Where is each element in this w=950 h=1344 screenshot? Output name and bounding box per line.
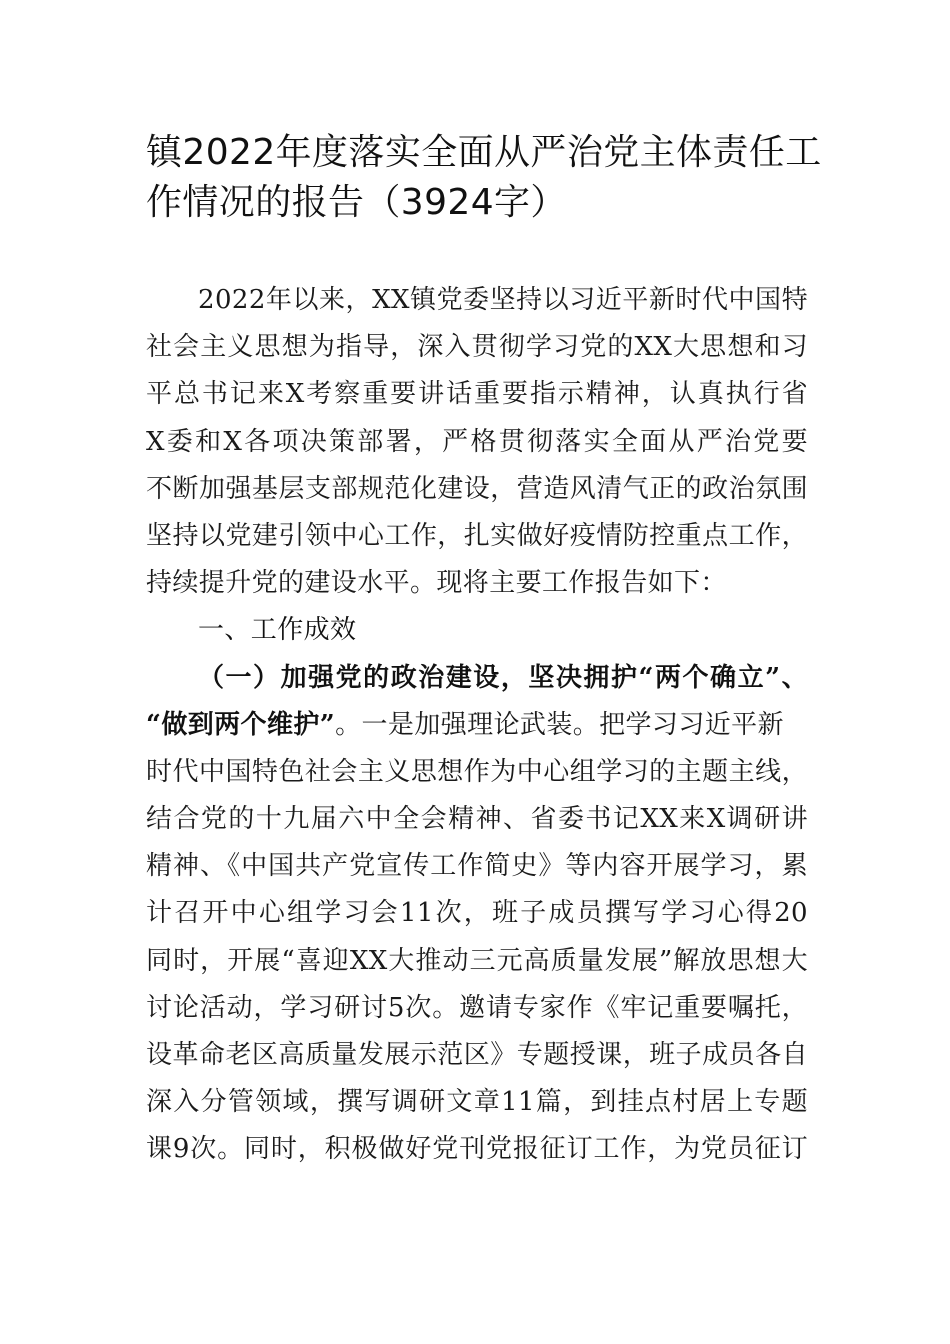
paragraph-line: 精神、《中国共产党宣传工作简史》等内容开展学习，累 [146, 851, 808, 882]
section-heading: 一、工作成效 [198, 615, 357, 646]
paragraph-line: 持续提升党的建设水平。现将主要工作报告如下： [146, 568, 727, 599]
paragraph-line: 深入分管领域，撰写调研文章11篇，到挂点村居上专题 [146, 1087, 808, 1118]
paragraph-line: 不断加强基层支部规范化建设，营造风清气正的政治氛围 [146, 473, 808, 504]
paragraph-line: X委和X各项决策部署，严格贯彻落实全面从严治党要 [146, 426, 808, 457]
paragraph-line: 结合党的十九届六中全会精神、省委书记XX来X调研讲 [146, 804, 808, 835]
subsection-heading-continued: “做到两个维护” [146, 709, 336, 740]
paragraph-line: 计召开中心组学习会11次，班子成员撰写学习心得20 [146, 898, 808, 929]
paragraph-line: 同时，开展“喜迎XX大推动三元高质量发展”解放思想大 [146, 945, 808, 976]
paragraph-line: 社会主义思想为指导，深入贯彻学习党的XX大思想和习 [146, 332, 808, 363]
paragraph-line: 时代中国特色社会主义思想作为中心组学习的主题主线， [146, 756, 808, 787]
paragraph-line: 讨论活动，学习研讨5次。邀请专家作《牢记重要嘱托， [146, 992, 808, 1023]
paragraph-line: 2022年以来，XX镇党委坚持以习近平新时代中国特 [198, 285, 808, 315]
title-line: 镇2022年度落实全面从严治党主体责任工 [146, 132, 822, 173]
paragraph-line [146, 702, 808, 749]
subsection-heading: （一）加强党的政治建设，坚决拥护“两个确立”、 [198, 662, 808, 693]
paragraph-line: 坚持以党建引领中心工作，扎实做好疫情防控重点工作， [146, 520, 808, 551]
document-title [146, 128, 826, 228]
document-body [146, 277, 808, 1174]
paragraph-line: 平总书记来X考察重要讲话重要指示精神，认真执行省 [146, 379, 808, 410]
paragraph-line: 设革命老区高质量发展示范区》专题授课，班子成员各自 [146, 1040, 808, 1070]
title-line: 作情况的报告（3924字） [146, 182, 567, 223]
paragraph-line: 课9次。同时，积极做好党刊党报征订工作，为党员征订 [146, 1134, 808, 1165]
paragraph-text: 。一是加强理论武装。把学习习近平新 [335, 709, 784, 740]
